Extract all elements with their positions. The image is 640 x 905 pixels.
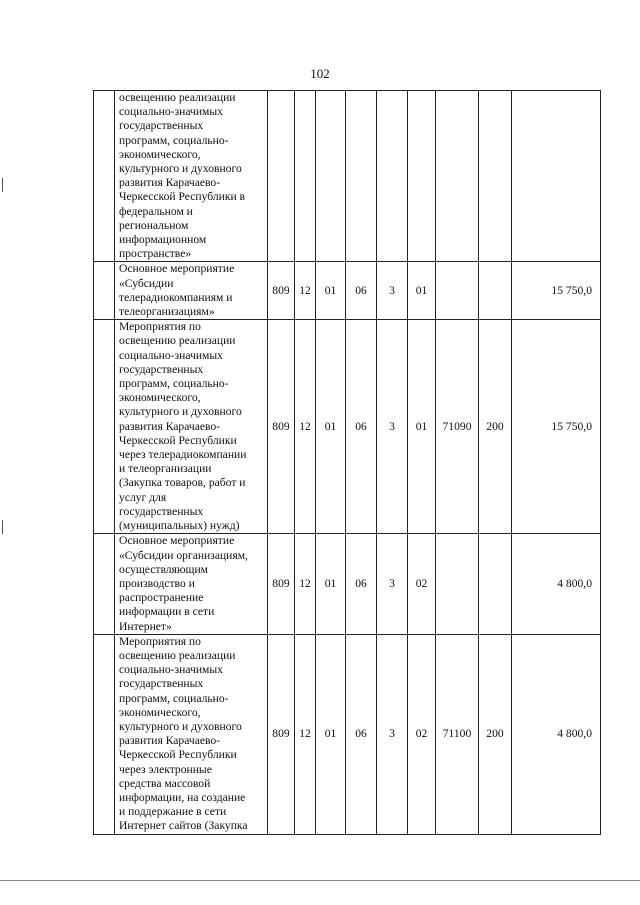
description-line: развития Карачаево- (119, 734, 221, 748)
description-line: Мероприятия по (119, 634, 201, 648)
program-code-cell: 06 (346, 320, 377, 534)
expense-type-cell (479, 91, 512, 262)
description-line: и телеорганизации (119, 462, 212, 476)
description-line: экономического, (119, 391, 201, 405)
subsection-code-cell: 01 (316, 634, 346, 834)
description-line: производство и (119, 576, 195, 590)
description-line: распространение (119, 591, 204, 605)
description-line: через телерадиокомпании (119, 448, 247, 462)
description-line: Основное мероприятие (119, 534, 235, 548)
section-code-cell: 12 (295, 634, 316, 834)
event-code-cell: 02 (408, 634, 436, 834)
description-line: социально-значимых (119, 663, 223, 677)
table-row (94, 320, 601, 534)
description-line: пространстве» (119, 247, 192, 261)
description-line: культурного и духовного (119, 719, 242, 733)
row-number-cell (94, 534, 115, 634)
subsection-code-cell: 01 (316, 262, 346, 320)
description-line: государственных (119, 504, 204, 518)
description-line: государственных (119, 119, 204, 133)
description-line: услуг для (119, 490, 167, 504)
ministry-code-cell (268, 91, 295, 262)
description-line: региональном (119, 218, 189, 232)
description-line: (муниципальных) нужд) (119, 519, 240, 533)
amount-cell: 15 750,0 (512, 320, 601, 534)
ministry-code-cell: 809 (268, 262, 295, 320)
description-line: осуществляющим (119, 562, 209, 576)
event-code-cell (408, 91, 436, 262)
description-line: информации, на создание (119, 790, 246, 804)
description-line: Черкесской Республики в (119, 190, 246, 204)
page-number: 102 (310, 66, 330, 81)
subsection-code-cell: 01 (316, 534, 346, 634)
ministry-code-cell: 809 (268, 634, 295, 834)
description-line: телерадиокомпаниям и (119, 290, 233, 304)
description-line: Основное мероприятие (119, 262, 235, 276)
description-line: информации в сети (119, 605, 215, 619)
description-cell (115, 91, 268, 262)
description-line: федеральном и (119, 204, 193, 218)
row-number-cell (94, 320, 115, 534)
description-line: освещению реализации (119, 334, 236, 348)
subsection-code-cell: 01 (316, 320, 346, 534)
description-line: программ, социально- (119, 691, 229, 705)
table-row (94, 534, 601, 634)
description-line: Интернет сайтов (Закупка (119, 819, 248, 833)
description-line: и поддержание в сети (119, 805, 227, 819)
direction-code-cell: 71100 (436, 634, 479, 834)
expense-type-cell: 200 (479, 320, 512, 534)
program-code-cell (346, 91, 377, 262)
subprogram-code-cell: 3 (377, 262, 408, 320)
description-line: социально-значимых (119, 105, 223, 119)
description-line: телеорганизациям» (119, 305, 215, 319)
program-code-cell: 06 (346, 262, 377, 320)
amount-cell (512, 91, 601, 262)
expense-type-cell: 200 (479, 634, 512, 834)
direction-code-cell (436, 91, 479, 262)
ministry-code-cell: 809 (268, 320, 295, 534)
description-line: Интернет» (119, 619, 172, 633)
description-line: культурного и духовного (119, 405, 242, 419)
section-code-cell (295, 91, 316, 262)
description-line: Черкесской Республики (119, 748, 237, 762)
row-number-cell (94, 91, 115, 262)
section-code-cell: 12 (295, 262, 316, 320)
subprogram-code-cell: 3 (377, 534, 408, 634)
subprogram-code-cell: 3 (377, 320, 408, 534)
subprogram-code-cell: 3 (377, 634, 408, 834)
ministry-code-cell: 809 (268, 534, 295, 634)
description-line: развития Карачаево- (119, 176, 221, 190)
description-line: «Субсидии организациям, (119, 548, 248, 562)
expense-type-cell (479, 262, 512, 320)
section-code-cell: 12 (295, 320, 316, 534)
description-line: развития Карачаево- (119, 419, 221, 433)
description-line: культурного и духовного (119, 162, 242, 176)
event-code-cell: 01 (408, 320, 436, 534)
description-line: Черкесской Республики (119, 433, 237, 447)
budget-table (93, 90, 601, 835)
description-line: государственных (119, 362, 204, 376)
description-line: средства массовой (119, 776, 211, 790)
program-code-cell: 06 (346, 634, 377, 834)
amount-cell: 15 750,0 (512, 262, 601, 320)
scan-mark (2, 520, 3, 534)
description-cell (115, 320, 268, 534)
table-row (94, 262, 601, 320)
direction-code-cell: 71090 (436, 320, 479, 534)
description-line: Мероприятия по (119, 320, 201, 334)
subprogram-code-cell (377, 91, 408, 262)
description-line: государственных (119, 677, 204, 691)
description-line: освещению реализации (119, 91, 236, 104)
table-row (94, 634, 601, 834)
amount-cell: 4 800,0 (512, 634, 601, 834)
description-cell (115, 534, 268, 634)
description-cell (115, 262, 268, 320)
expense-type-cell (479, 534, 512, 634)
subsection-code-cell (316, 91, 346, 262)
row-number-cell (94, 262, 115, 320)
description-line: «Субсидии (119, 276, 174, 290)
description-cell (115, 634, 268, 834)
description-line: освещению реализации (119, 648, 236, 662)
scan-mark (0, 880, 640, 881)
description-line: через электронные (119, 762, 212, 776)
table-row (94, 91, 601, 262)
description-line: (Закупка товаров, работ и (119, 476, 246, 490)
description-line: экономического, (119, 147, 201, 161)
description-line: информационном (119, 233, 207, 247)
description-line: программ, социально- (119, 133, 229, 147)
direction-code-cell (436, 534, 479, 634)
direction-code-cell (436, 262, 479, 320)
event-code-cell: 02 (408, 534, 436, 634)
description-line: социально-значимых (119, 348, 223, 362)
scan-mark (2, 178, 3, 192)
program-code-cell: 06 (346, 534, 377, 634)
row-number-cell (94, 634, 115, 834)
description-line: программ, социально- (119, 377, 229, 391)
event-code-cell: 01 (408, 262, 436, 320)
description-line: экономического, (119, 705, 201, 719)
section-code-cell: 12 (295, 534, 316, 634)
amount-cell: 4 800,0 (512, 534, 601, 634)
